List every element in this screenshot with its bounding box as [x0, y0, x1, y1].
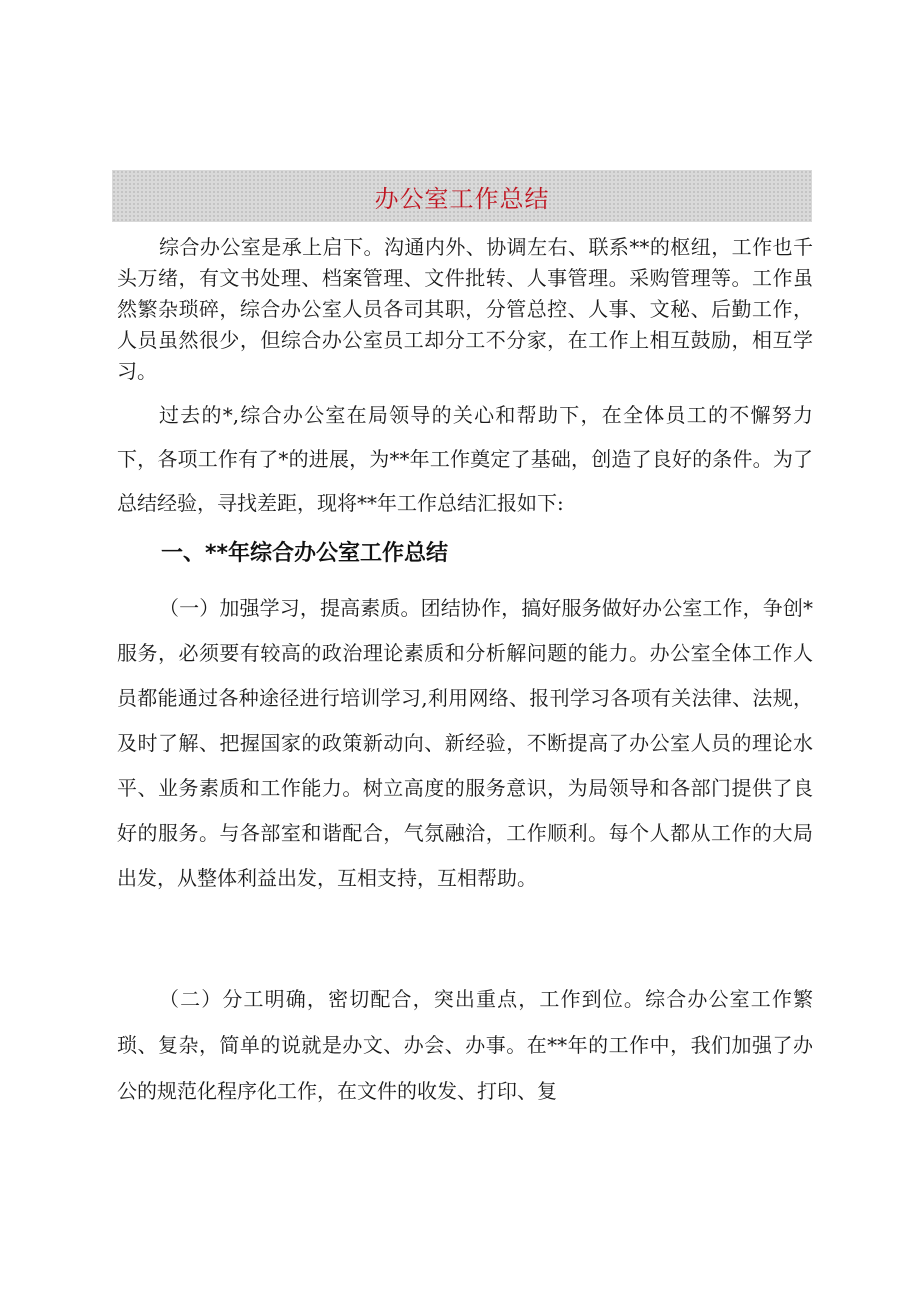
- paragraph-intro: 综合办公室是承上启下。沟通内外、协调左右、联系**的枢纽，工作也千头万绪，有文书处理、档案管理、文件批转、人事管理。采购管理等。工作虽然繁杂琐碎，综合办公室人员各司其职，分管总控、人事、文秘、后勤工作，人员虽然很少，但综合办公室员工却分工不分家，在工作上相互鼓励，相互学习。: [117, 235, 813, 383]
- section-heading: 一、**年综合办公室工作总结: [161, 541, 449, 566]
- document-title: 办公室工作总结: [374, 184, 550, 213]
- title-banner: [112, 170, 812, 222]
- paragraph-study: （一）加强学习，提高素质。团结协作，搞好服务做好办公室工作，争创*服务，必须要有较高的政治理论素质和分析解问题的能力。办公室全体工作人员都能通过各种途径进行培训学习,利用网络、报刊学习各项有关法律、法规，及时了解、把握国家的政策新动向、新经验，不断提高了办公室人员的理论水平、业务素质和工作能力。树立高度的服务意识，为局领导和各部门提供了良好的服务。与各部室和谐配合，气氛融洽，工作顺利。每个人都从工作的大局出发，从整体利益出发，互相支持，互相帮助。: [117, 596, 813, 890]
- paragraph-division: （二）分工明确，密切配合，突出重点，工作到位。综合办公室工作繁琐、复杂，简单的说就是办文、办会、办事。在**年的工作中，我们加强了办公的规范化程序化工作，在文件的收发、打印、复: [117, 987, 813, 1103]
- paragraph-overview: 过去的*,综合办公室在局领导的关心和帮助下，在全体员工的不懈努力下，各项工作有了*的进展，为**年工作奠定了基础，创造了良好的条件。为了总结经验，寻找差距，现将**年工作总结汇报如下:: [117, 403, 813, 515]
